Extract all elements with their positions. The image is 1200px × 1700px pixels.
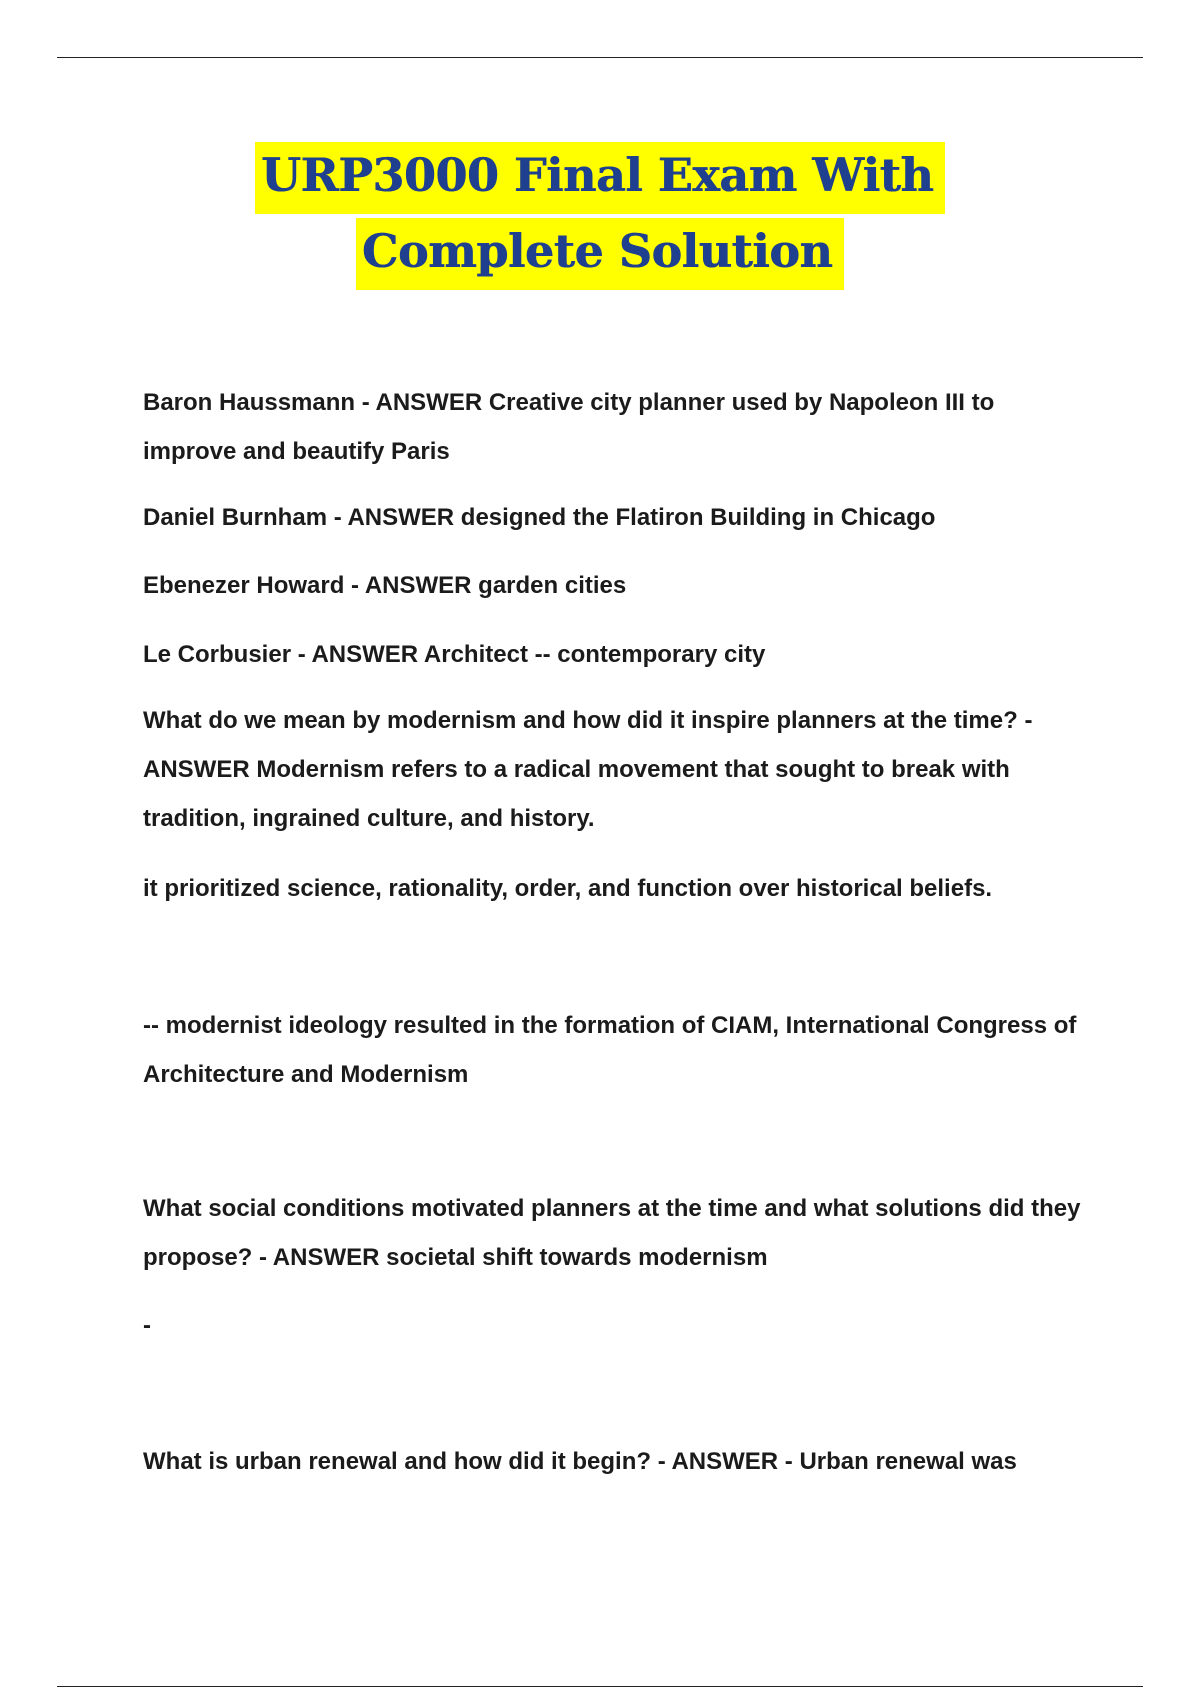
qa-corbusier: Le Corbusier - ANSWER Architect -- contemporary city [143,641,766,668]
bottom-rule [57,1686,1143,1687]
qa-urban-renewal: What is urban renewal and how did it begin? - ANSWER - Urban renewal was [143,1448,1017,1475]
qa-ciam: -- modernist ideology resulted in the formation of CIAM, International Congress of Architecture and Modernism [143,1012,1077,1088]
qa-modernism: What do we mean by modernism and how did it inspire planners at the time? - ANSWER Modernism refers to a radical movement that sought to break with tradition, ingrained culture, and history. [143,707,1033,832]
top-rule [57,57,1143,58]
qa-modernism-priorities: it prioritized science, rationality, order, and function over historical beliefs. [143,875,993,902]
qa-howard: Ebenezer Howard - ANSWER garden cities [143,572,627,599]
title-line-2: Complete Solution [356,218,845,290]
qa-burnham: Daniel Burnham - ANSWER designed the Flatiron Building in Chicago [143,504,936,531]
qa-dash: - [143,1312,151,1339]
document-title [0,142,1200,294]
title-line-1: URP3000 Final Exam With [255,142,945,214]
qa-social-conditions: What social conditions motivated planners at the time and what solutions did they propose? - ANSWER societal shift towards modernism [143,1195,1081,1271]
qa-haussmann: Baron Haussmann - ANSWER Creative city planner used by Napoleon III to improve and beautify Paris [143,389,995,465]
